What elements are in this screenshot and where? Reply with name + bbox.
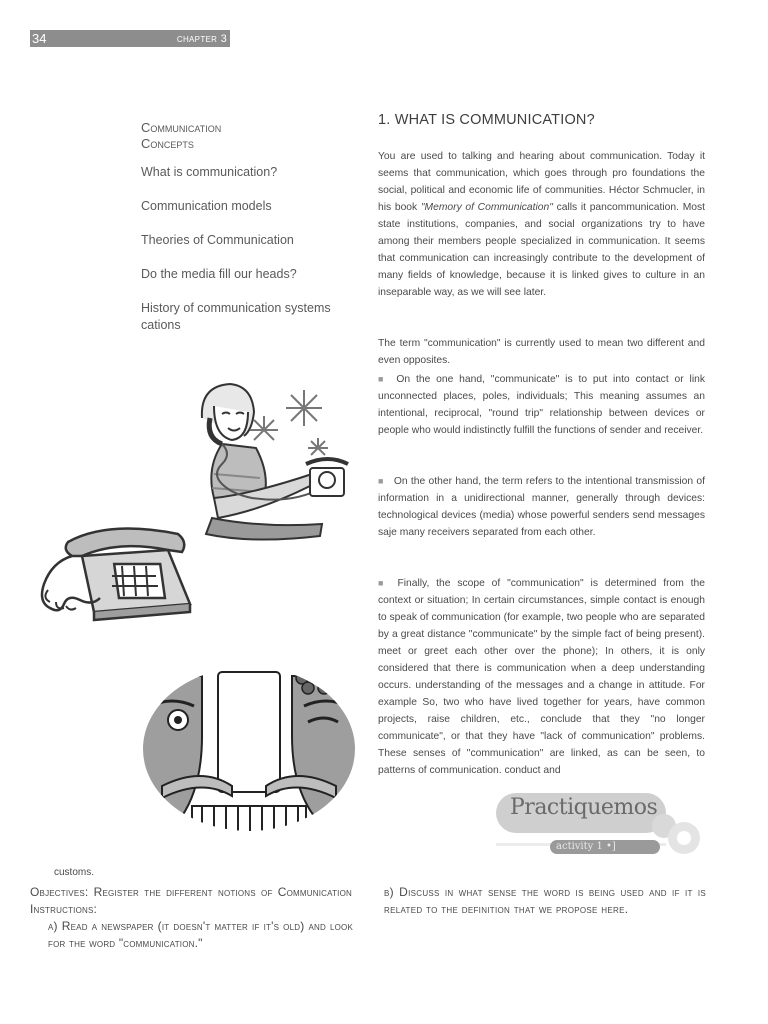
bullet-icon: ■ (378, 374, 387, 384)
menu-item-what-is-communication[interactable]: What is communication? (141, 165, 278, 179)
menu-title (141, 120, 341, 152)
intro-paragraph (378, 148, 705, 301)
instruction-a: a) Read a newspaper (it doesn't matter if it's old) and look for the word "communication." (48, 919, 353, 950)
menu-item-theories[interactable]: Theories of Communication (141, 233, 294, 247)
menu-item-communication-models[interactable]: Communication models (141, 199, 272, 213)
page-number: 34 (32, 31, 47, 46)
continuation-text: customs. (54, 867, 95, 878)
bullet-paragraph-1 (378, 371, 705, 439)
book-title: "Memory of Communication" (420, 202, 553, 213)
bullet-text: Finally, the scope of "communication" is determined from the context or situation; In certain circumstances, simple contact is enough to speak of communication (for example, two people who are separated by a great distance "communicate" by the simple fact of being present). meet or greet each other over the phone); In others, it is only considered that there is communication when a deep understanding occurs. understanding of the messages and a change in attitude. For example So, two who have lived together for years, have common projects, raise children, etc., conclude that they "no longer communicate", or that they have "lack of communication" problems. These senses of "communication" are linked, as can be seen, to patterns of communication. conduct and (378, 578, 705, 776)
intro-text-start: You are used to talking and hearing about communication. Today it seems that communication, which goes through pro foundations the social, political and economic life of communities. Héctor Schmucler, in his book (378, 151, 705, 213)
girl-on-phone-illustration (192, 378, 352, 550)
menu-title-line2: Concepts (141, 136, 194, 151)
bullet-text: On the other hand, the term refers to the intentional transmission of information in a unidirectional manner, generally through devices: technological devices (media) whose powerful senders send messages saje many receivers separated from each other. (378, 476, 706, 538)
instruction-b: b) Discuss in what sense the word is being used and if it is related to the definition that we propose here. (384, 885, 706, 916)
objectives-text: Objectives: Register the different notions of Communication Instructions: (30, 885, 352, 916)
two-faces-illustration (142, 666, 356, 832)
page-header-bar (30, 30, 230, 47)
telephone-illustration (38, 520, 192, 624)
chapter-contents-menu (141, 120, 341, 351)
bullet-icon: ■ (378, 476, 384, 486)
definition-paragraph: The term "communication" is currently used to mean two different and even opposites. (378, 338, 705, 366)
chapter-label: chapter 3 (176, 33, 227, 45)
practice-title: Practiquemos (510, 795, 658, 820)
bullet-text: On the one hand, "communicate" is to put into contact or link unconnected places, poles, individuals; This meaning assumes an intentional, reciprocal, "round trip" relationship between devices or people who would indistinctly fulfill the functions of sender and receiver. (378, 374, 705, 436)
intro-text-end: calls it pancommunication. Most state institutions, companies, and social organizations try to have among their members people specialized in communication. It seems that communication can increasingly contribute to the development of many fields of knowledge, because it is linked gives to culture in an inseparable way, as we will see later. (378, 202, 706, 298)
menu-item-media[interactable]: Do the media fill our heads? (141, 267, 297, 281)
bullet-paragraph-2 (378, 473, 705, 541)
section-heading: 1. WHAT IS COMMUNICATION? (378, 112, 595, 128)
menu-title-line1: Communication (141, 120, 222, 135)
bullet-icon: ■ (378, 578, 388, 588)
activity-label: activity 1 •] (556, 841, 616, 852)
menu-item-history[interactable]: History of communication systems cations (141, 301, 331, 332)
bullet-paragraph-3 (378, 575, 705, 779)
